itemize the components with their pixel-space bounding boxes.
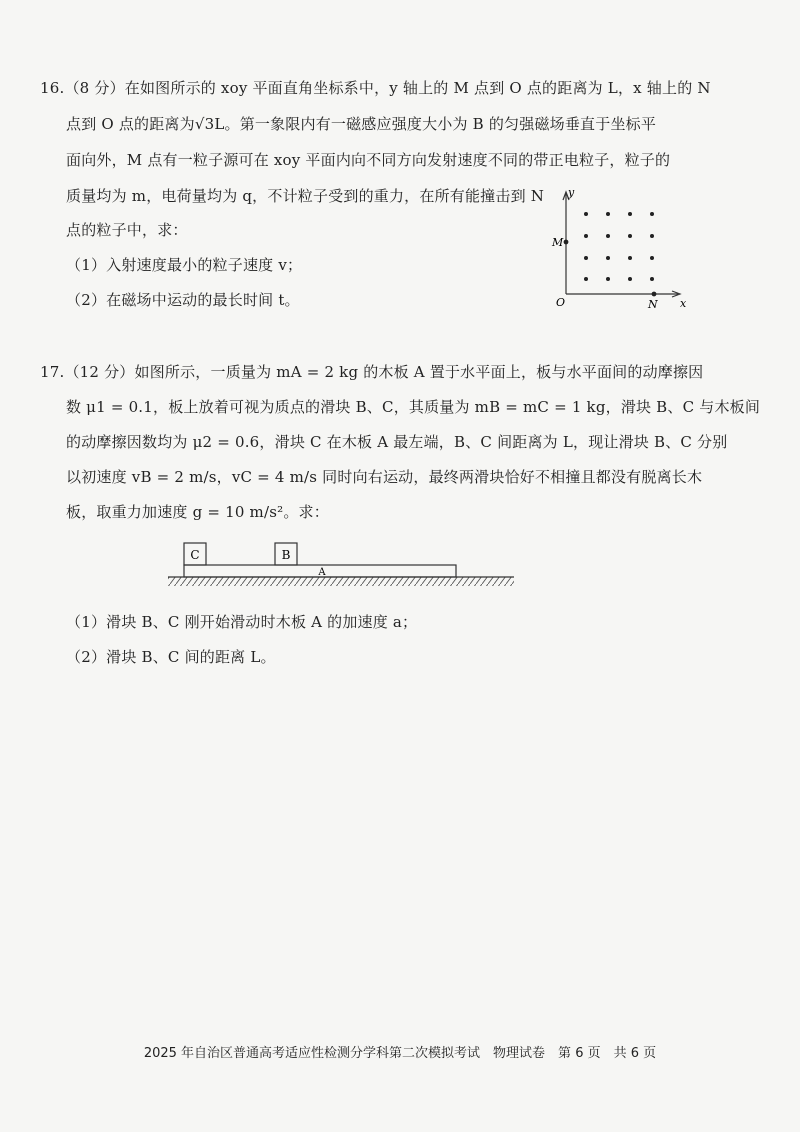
q17-line-3: 的动摩擦因数均为 μ2 = 0.6，滑块 C 在木板 A 最左端，B、C 间距离为 L，现让滑块 B、C 分别 — [66, 433, 728, 451]
magnetic-field-dots — [584, 212, 654, 281]
q17-board-figure — [164, 536, 520, 594]
block-b-label: B — [281, 548, 291, 562]
q16-sub-2: （2）在磁场中运动的最长时间 t。 — [66, 291, 300, 309]
block-c-label: C — [190, 548, 200, 562]
q17-line-1: 17.（12 分）如图所示，一质量为 mA = 2 kg 的木板 A 置于水平面上，板与水平面间的动摩擦因 — [40, 363, 704, 381]
m-point-label: M — [552, 236, 564, 249]
m-point — [564, 240, 569, 245]
q17-line-2: 数 μ1 = 0.1，板上放着可视为质点的滑块 B、C，其质量为 mB = mC = 1 kg，滑块 B、C 与木板间 — [66, 398, 761, 416]
q16-line-4: 质量均为 m，电荷量均为 q，不计粒子受到的重力，在所有能撞击到 N — [66, 187, 545, 205]
origin-label: O — [556, 296, 566, 309]
board-a-label: A — [318, 567, 326, 578]
q16-line-2: 点到 O 点的距离为√3L。第一象限内有一磁感应强度大小为 B 的匀强磁场垂直于坐标平 — [66, 115, 657, 133]
q16-magnetic-field-figure — [548, 184, 688, 312]
q16-line-5: 点的粒子中，求： — [66, 221, 188, 239]
x-axis-label: x — [680, 297, 687, 310]
q16-line-3: 面向外，M 点有一粒子源可在 xoy 平面内向不同方向发射速度不同的带正电粒子，粒子的 — [66, 151, 671, 169]
y-axis-label: y — [568, 186, 575, 199]
page-footer: 2025 年自治区普通高考适应性检测分学科第二次模拟考试 物理试卷 第 6 页 共 6 页 — [143, 1046, 657, 1061]
q17-line-4: 以初速度 vB = 2 m/s，vC = 4 m/s 同时向右运动，最终两滑块恰好不相撞且都没有脱离长木 — [66, 468, 703, 486]
q16-line-1: 16.（8 分）在如图所示的 xoy 平面直角坐标系中，y 轴上的 M 点到 O 点的距离为 L，x 轴上的 N — [40, 79, 711, 97]
q17-sub-1: （1）滑块 B、C 刚开始滑动时木板 A 的加速度 a； — [66, 613, 418, 631]
n-point-label: N — [648, 298, 658, 311]
q17-sub-2: （2）滑块 B、C 间的距离 L。 — [66, 648, 276, 666]
n-point — [652, 292, 657, 297]
q17-line-5: 板，取重力加速度 g = 10 m/s²。求： — [66, 503, 329, 521]
ground-hatch — [168, 577, 514, 586]
q16-sub-1: （1）入射速度最小的粒子速度 v； — [66, 256, 303, 274]
